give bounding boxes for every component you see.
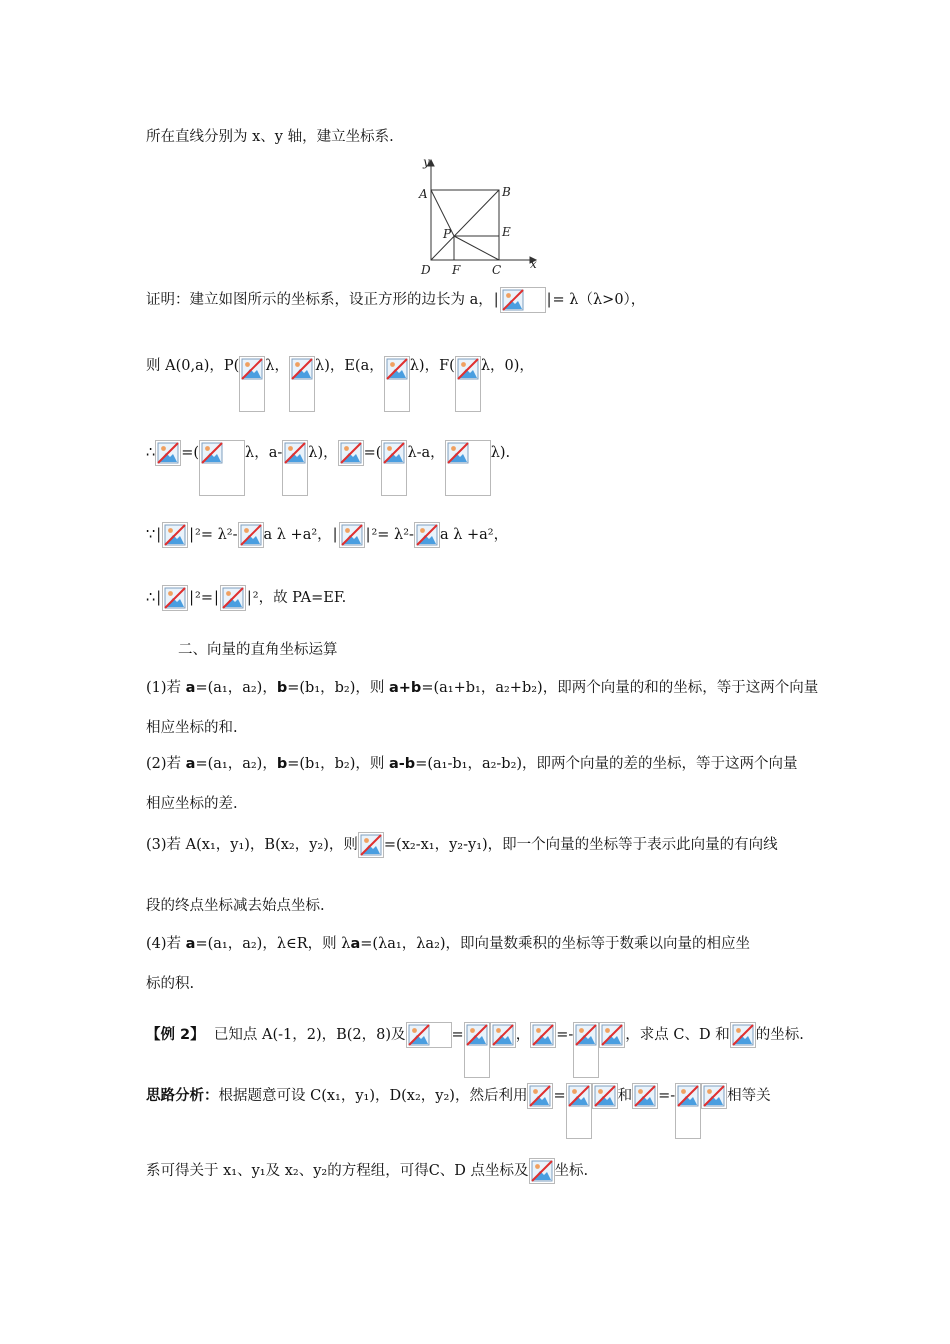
broken-image-icon — [338, 440, 364, 466]
broken-image-icon — [238, 522, 264, 548]
broken-image-icon — [675, 1083, 701, 1139]
rule-2: (2)若 a=(a₁，a₂)，b=(b₁，b₂)，则 a-b=(a₁-b₁，a₂-b₂)，即两个向量的差的坐标，等于这两个向量 — [146, 756, 798, 772]
broken-image-icon — [155, 440, 181, 466]
axis-x-label: x — [530, 257, 537, 271]
broken-image-icon — [573, 1022, 599, 1078]
broken-image-icon — [566, 1083, 592, 1139]
square-coordinate-figure — [406, 150, 546, 275]
axis-y-label: y — [423, 155, 430, 169]
rule-1-cont: 相应坐标的和. — [146, 720, 238, 736]
broken-image-icon — [730, 1022, 756, 1048]
text-line: 所在直线分别为 x、y 轴，建立坐标系. — [146, 129, 394, 145]
text-line: 证明：建立如图所示的坐标系，设正方形的边长为 a，| |= λ（λ>0）， — [146, 287, 645, 313]
analysis: 思路分析：根据题意可设 C(x₁，y₁)，D(x₂，y₂)，然后利用 = 和 =- 相等关 — [146, 1083, 771, 1139]
rule-1: (1)若 a=(a₁，a₂)，b=(b₁，b₂)，则 a+b=(a₁+b₁，a₂+b₂)，即两个向量的和的坐标，等于这两个向量 — [146, 680, 819, 696]
section-heading: 二、向量的直角坐标运算 — [178, 642, 338, 658]
broken-image-icon — [384, 356, 410, 412]
broken-image-icon — [282, 440, 308, 496]
rule-3: (3)若 A(x₁，y₁)，B(x₂，y₂)，则 =(x₂-x₁，y₂-y₁)，即一个向量的坐标等于表示此向量的有向线 — [146, 832, 778, 858]
broken-image-icon — [414, 522, 440, 548]
label-P: P — [443, 227, 452, 241]
broken-image-icon — [339, 522, 365, 548]
text-line: ∴| |²=| |²，故 PA=EF. — [146, 585, 346, 611]
broken-image-icon — [464, 1022, 490, 1078]
rule-4: (4)若 a=(a₁，a₂)，λ∈R，则 λa=(λa₁，λa₂)，即向量数乘积的坐标等于数乘以向量的相应坐 — [146, 936, 751, 952]
analysis-cont: 系可得关于 x₁、y₁及 x₂、y₂的方程组，可得C、D 点坐标及 坐标. — [146, 1158, 588, 1184]
broken-image-icon — [162, 522, 188, 548]
broken-image-icon — [455, 356, 481, 412]
broken-image-icon — [500, 287, 546, 313]
broken-image-icon — [199, 440, 245, 496]
broken-image-icon — [220, 585, 246, 611]
label-B: B — [502, 185, 511, 199]
label-D: D — [421, 263, 431, 275]
broken-image-icon — [527, 1083, 553, 1109]
rule-3-cont: 段的终点坐标减去始点坐标. — [146, 898, 325, 914]
example-label: 【例 2】 — [146, 1027, 205, 1043]
text-line: ∵| |²= λ²- a λ +a²，| |²= λ²- a λ +a²， — [146, 522, 508, 548]
text-line: ∴ =( λ，a- λ)， =( λ-a， λ). — [146, 440, 510, 496]
broken-image-icon — [529, 1158, 555, 1184]
broken-image-icon — [530, 1022, 556, 1048]
broken-image-icon — [701, 1083, 727, 1109]
text-line: 则 A(0,a)，P( λ， λ)，E(a， λ)，F( λ，0)， — [146, 356, 534, 412]
broken-image-icon — [381, 440, 407, 496]
broken-image-icon — [445, 440, 491, 496]
broken-image-icon — [289, 356, 315, 412]
label-C: C — [492, 263, 502, 275]
rule-4-cont: 标的积. — [146, 976, 195, 992]
broken-image-icon — [162, 585, 188, 611]
example-2: 【例 2】 已知点 A(-1，2)，B(2，8)及 = ， =- ，求点 C、D 和 的坐标. — [146, 1022, 804, 1078]
analysis-label: 思路分析： — [146, 1088, 219, 1104]
broken-image-icon — [592, 1083, 618, 1109]
broken-image-icon — [632, 1083, 658, 1109]
broken-image-icon — [406, 1022, 452, 1048]
rule-2-cont: 相应坐标的差. — [146, 796, 238, 812]
broken-image-icon — [599, 1022, 625, 1048]
label-E: E — [502, 225, 511, 239]
broken-image-icon — [490, 1022, 516, 1048]
broken-image-icon — [239, 356, 265, 412]
broken-image-icon — [358, 832, 384, 858]
label-F: F — [452, 263, 461, 275]
label-A: A — [419, 187, 428, 201]
